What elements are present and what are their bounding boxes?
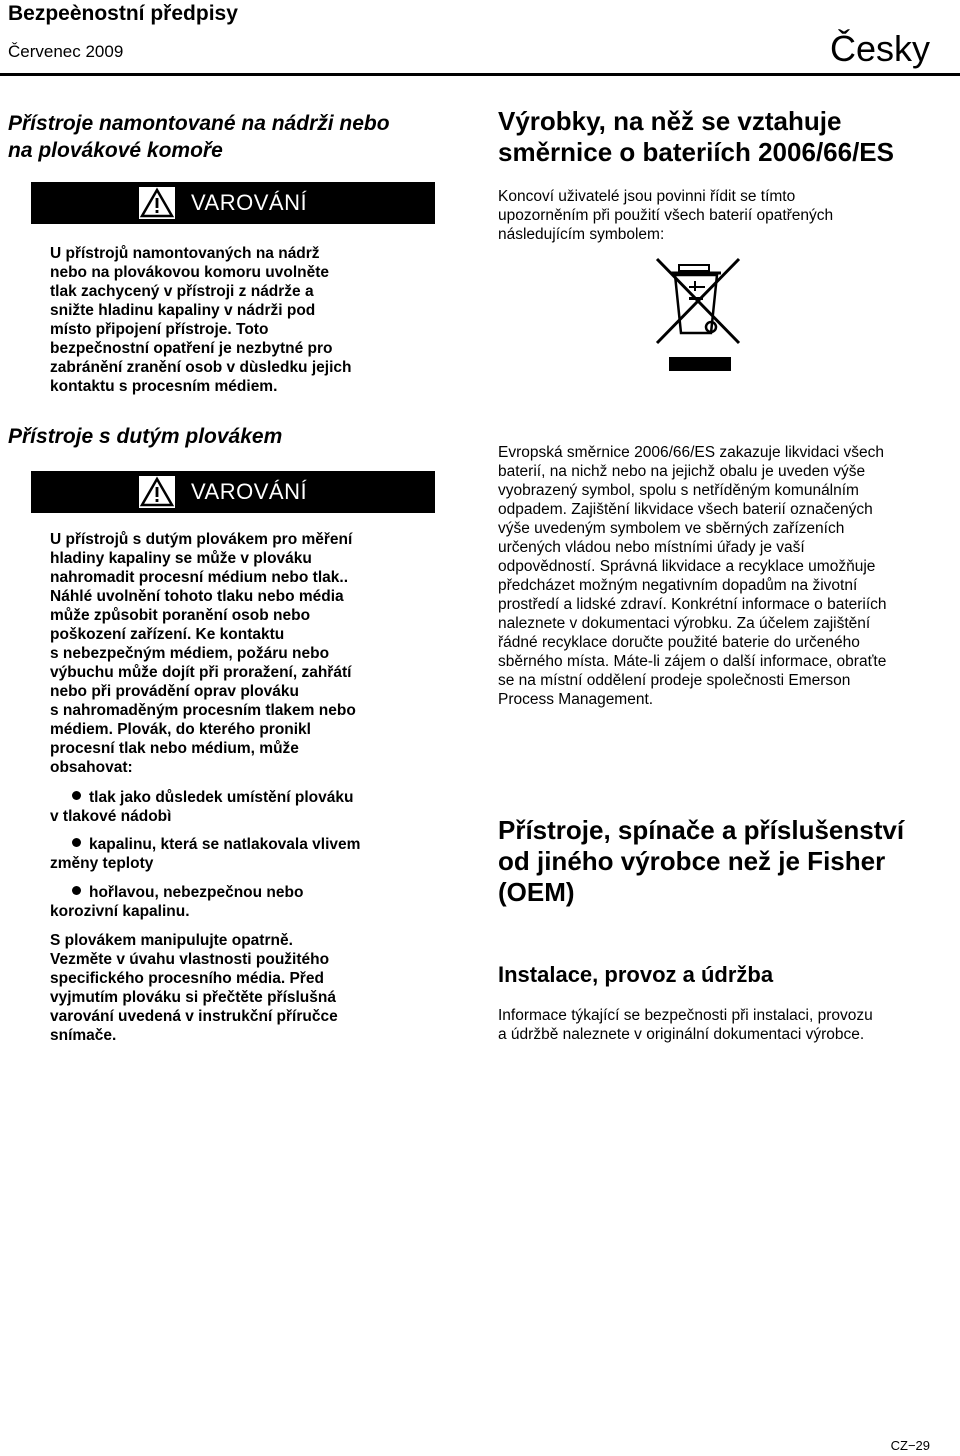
battery-directive-title: Výrobky, na něž se vztahuje směrnice o bateriích 2006/66/ES xyxy=(498,106,894,167)
closing-caution-text: S plovákem manipulujte opatrně. Vezměte v úvahu vlastnosti použitého specifického procesního média. Před vyjmutím plováku si přečtěte příslušná varování uvedená v instrukční příručce snímače. xyxy=(50,932,338,1044)
warning-label: VAROVÁNÍ xyxy=(191,190,308,215)
bullet-icon xyxy=(72,886,81,895)
bullet-icon xyxy=(72,791,81,800)
header-date: Červenec 2009 xyxy=(8,42,124,61)
battery-intro-text: Koncoví uživatelé jsou povinni řídit se tímto upozorněním při použití všech baterií opatřených následujícím symbolem: xyxy=(498,188,834,243)
section-title-tank-mounted: Přístroje namontované na nádrži nebo na plovákové komoře xyxy=(8,112,390,162)
section-title-hollow-float: Přístroje s dutým plovákem xyxy=(8,425,283,448)
warning-banner xyxy=(31,471,435,513)
bullet-icon xyxy=(72,838,81,847)
oem-section-title: Přístroje, spínače a příslušenství od jiného výrobce než je Fisher (OEM) xyxy=(498,815,905,907)
battery-directive-body: Evropská směrnice 2006/66/ES zakazuje likvidaci všech baterií, na nichž nebo na jejichž obalu je uveden výše vyobrazený symbol, spolu s netříděným komunálním odpadem. Zajištění likvidace všech baterií označených výše uvedeným symbolem ve sběrných zařízeních určených vládou nebo místními úřady je vaší odpovědností. Správná likvidace a recyklace umožňuje předcházet možným negativním dopadům na životní prostředí a lidské zdraví. Konkrétní informace o bateriích naleznete v dokumentaci výrobku. Za účelem zajištění řádné recyklace doručte použité baterie do určeného sběrného místa. Máte-li zájem o další informace, obraťte se na místní oddělení prodeje společnosti Emerson Process Management. xyxy=(498,444,887,708)
warning-triangle-icon xyxy=(139,187,175,219)
header-language: Česky xyxy=(829,28,930,69)
list-item: tlak jako důsledek umístění plováku v tlakové nádobì xyxy=(50,789,354,825)
warning-text-tank: U přístrojů namontovaných na nádrž nebo na plovákovou komoru uvolněte tlak zachycený v přístroji z nádrže a snižte hladinu kapaliny v nádrži pod místo připojení přístroje. Toto bezpečnostní opatření je nezbytné pro zabránění zranění osob v dùsledku jejich kontaktu s procesním médiem. xyxy=(50,245,352,395)
warning-triangle-icon xyxy=(139,476,175,508)
header-title: Bezpeènostní předpisy xyxy=(8,2,238,25)
warning-label: VAROVÁNÍ xyxy=(191,479,308,504)
page-number: CZ−29 xyxy=(890,1438,930,1453)
list-item: kapalinu, která se natlakovala vlivem změny teploty xyxy=(50,836,361,872)
crossed-out-wheelie-bin-icon xyxy=(655,257,743,373)
installation-text: Informace týkající se bezpečnosti při instalaci, provozu a údržbě naleznete v originální dokumentaci výrobce. xyxy=(498,1007,873,1043)
warning-banner xyxy=(31,182,435,224)
installation-section-title: Instalace, provoz a údržba xyxy=(498,962,774,987)
header-divider xyxy=(0,73,960,76)
list-item: hořlavou, nebezpečnou nebo korozivní kapalinu. xyxy=(50,884,304,920)
warning-text-float: U přístrojů s dutým plovákem pro měření hladiny kapaliny se může v plováku nahromadit procesní médium nebo tlak.. Náhlé uvolnění tohoto tlaku nebo média může způsobit poranění osob nebo poškození zařízení. Ke kontaktu s nebezpečným médiem, požáru nebo výbuchu může dojít při proražení, zahřátí nebo při provádění oprav plováku s nahromaděným procesním tlakem nebo médiem. Plovák, do kterého pronikl procesní tlak nebo médium, může obsahovat: xyxy=(50,531,356,776)
